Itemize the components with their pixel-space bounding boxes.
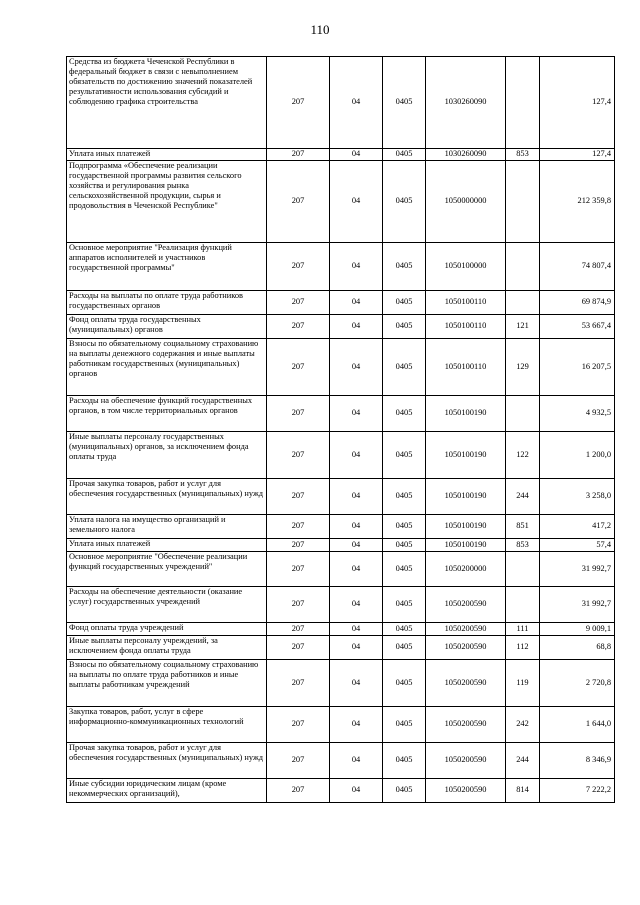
row-name-cell: Закупка товаров, работ, услуг в сфере информационно-коммуникационных технологий (67, 707, 267, 743)
ved-code-cell: 207 (267, 243, 330, 291)
row-name-cell: Уплата налога на имущество организаций и земельного налога (67, 515, 267, 539)
amount-cell: 16 207,5 (540, 339, 615, 396)
target-article-cell: 1050200590 (426, 623, 506, 636)
target-article-cell: 1050200590 (426, 660, 506, 707)
amount-cell: 7 222,2 (540, 779, 615, 803)
ved-code-cell: 207 (267, 396, 330, 432)
expense-type-cell: 242 (506, 707, 540, 743)
section-code-cell: 04 (330, 396, 383, 432)
section-code-cell: 04 (330, 707, 383, 743)
section-code-cell: 04 (330, 161, 383, 243)
table-row (67, 743, 615, 779)
section-code-cell: 04 (330, 243, 383, 291)
section-code-cell: 04 (330, 779, 383, 803)
ved-code-cell: 207 (267, 779, 330, 803)
ved-code-cell: 207 (267, 587, 330, 623)
expense-type-cell: 121 (506, 315, 540, 339)
table-row (67, 707, 615, 743)
amount-cell: 127,4 (540, 149, 615, 161)
row-name-cell: Прочая закупка товаров, работ и услуг для обеспечения государственных (муниципальных) нужд (67, 479, 267, 515)
section-code-cell: 04 (330, 339, 383, 396)
expense-type-cell: 111 (506, 623, 540, 636)
row-name-cell: Основное мероприятие "Обеспечение реализации функций государственных учреждений" (67, 552, 267, 587)
row-name-cell: Основное мероприятие "Реализация функций аппаратов исполнителей и участников государственной программы" (67, 243, 267, 291)
expense-type-cell: 853 (506, 539, 540, 552)
target-article-cell: 1050100110 (426, 315, 506, 339)
amount-cell: 212 359,8 (540, 161, 615, 243)
ved-code-cell: 207 (267, 432, 330, 479)
section-code-cell: 04 (330, 539, 383, 552)
table-row (67, 432, 615, 479)
section-code-cell: 04 (330, 552, 383, 587)
budget-table-body (67, 57, 615, 803)
target-article-cell: 1050100190 (426, 539, 506, 552)
expense-type-cell: 814 (506, 779, 540, 803)
expense-type-cell (506, 243, 540, 291)
target-article-cell: 1050200590 (426, 779, 506, 803)
subsection-code-cell: 0405 (383, 57, 426, 149)
ved-code-cell: 207 (267, 743, 330, 779)
ved-code-cell: 207 (267, 515, 330, 539)
subsection-code-cell: 0405 (383, 315, 426, 339)
row-name-cell: Уплата иных платежей (67, 539, 267, 552)
expense-type-cell: 853 (506, 149, 540, 161)
row-name-cell: Взносы по обязательному социальному страхованию на выплаты денежного содержания и иные выплаты работникам государственных (муниципальных) органов (67, 339, 267, 396)
table-row (67, 396, 615, 432)
subsection-code-cell: 0405 (383, 587, 426, 623)
table-row (67, 479, 615, 515)
amount-cell: 2 720,8 (540, 660, 615, 707)
expense-type-cell: 244 (506, 743, 540, 779)
ved-code-cell: 207 (267, 161, 330, 243)
target-article-cell: 1050100110 (426, 291, 506, 315)
table-row (67, 779, 615, 803)
target-article-cell: 1050100190 (426, 479, 506, 515)
subsection-code-cell: 0405 (383, 479, 426, 515)
row-name-cell: Подпрограмма «Обеспечение реализации государственной программы развития сельского хозяйства и регулирования рынка сельскохозяйственной продукции, сырья и продовольствия в Чеченской Республике" (67, 161, 267, 243)
amount-cell: 31 992,7 (540, 552, 615, 587)
target-article-cell: 1050200590 (426, 743, 506, 779)
table-row (67, 515, 615, 539)
subsection-code-cell: 0405 (383, 339, 426, 396)
amount-cell: 69 874,9 (540, 291, 615, 315)
subsection-code-cell: 0405 (383, 623, 426, 636)
expense-type-cell: 851 (506, 515, 540, 539)
target-article-cell: 1050200590 (426, 636, 506, 660)
target-article-cell: 1050000000 (426, 161, 506, 243)
expense-type-cell: 122 (506, 432, 540, 479)
table-row (67, 291, 615, 315)
table-row (67, 552, 615, 587)
ved-code-cell: 207 (267, 479, 330, 515)
expense-type-cell: 129 (506, 339, 540, 396)
expense-type-cell: 119 (506, 660, 540, 707)
section-code-cell: 04 (330, 636, 383, 660)
ved-code-cell: 207 (267, 339, 330, 396)
amount-cell: 57,4 (540, 539, 615, 552)
target-article-cell: 1030260090 (426, 149, 506, 161)
target-article-cell: 1050100000 (426, 243, 506, 291)
expense-type-cell (506, 587, 540, 623)
table-row (67, 57, 615, 149)
amount-cell: 9 009,1 (540, 623, 615, 636)
row-name-cell: Иные выплаты персоналу государственных (муниципальных) органов, за исключением фонда оплаты труда (67, 432, 267, 479)
expense-type-cell (506, 57, 540, 149)
table-row (67, 587, 615, 623)
target-article-cell: 1050100190 (426, 432, 506, 479)
section-code-cell: 04 (330, 479, 383, 515)
ved-code-cell: 207 (267, 149, 330, 161)
page-number: 110 (310, 22, 330, 37)
target-article-cell: 1050100190 (426, 396, 506, 432)
ved-code-cell: 207 (267, 291, 330, 315)
ved-code-cell: 207 (267, 707, 330, 743)
row-name-cell: Расходы на обеспечение функций государственных органов, в том числе территориальных органов (67, 396, 267, 432)
row-name-cell: Фонд оплаты труда государственных (муниципальных) органов (67, 315, 267, 339)
row-name-cell: Иные выплаты персоналу учреждений, за исключением фонда оплаты труда (67, 636, 267, 660)
subsection-code-cell: 0405 (383, 291, 426, 315)
expense-type-cell (506, 291, 540, 315)
subsection-code-cell: 0405 (383, 636, 426, 660)
section-code-cell: 04 (330, 743, 383, 779)
subsection-code-cell: 0405 (383, 243, 426, 291)
target-article-cell: 1050100190 (426, 515, 506, 539)
ved-code-cell: 207 (267, 636, 330, 660)
target-article-cell: 1050200590 (426, 587, 506, 623)
amount-cell: 4 932,5 (540, 396, 615, 432)
row-name-cell: Прочая закупка товаров, работ и услуг для обеспечения государственных (муниципальных) нужд (67, 743, 267, 779)
subsection-code-cell: 0405 (383, 396, 426, 432)
table-row (67, 243, 615, 291)
table-row (67, 149, 615, 161)
amount-cell: 74 807,4 (540, 243, 615, 291)
expense-type-cell (506, 161, 540, 243)
ved-code-cell: 207 (267, 660, 330, 707)
ved-code-cell: 207 (267, 623, 330, 636)
section-code-cell: 04 (330, 149, 383, 161)
amount-cell: 68,8 (540, 636, 615, 660)
ved-code-cell: 207 (267, 539, 330, 552)
subsection-code-cell: 0405 (383, 660, 426, 707)
amount-cell: 1 644,0 (540, 707, 615, 743)
table-row (67, 623, 615, 636)
expense-type-cell: 244 (506, 479, 540, 515)
subsection-code-cell: 0405 (383, 515, 426, 539)
row-name-cell: Иные субсидии юридическим лицам (кроме некоммерческих организаций), (67, 779, 267, 803)
subsection-code-cell: 0405 (383, 539, 426, 552)
target-article-cell: 1030260090 (426, 57, 506, 149)
table-row (67, 315, 615, 339)
ved-code-cell: 207 (267, 552, 330, 587)
subsection-code-cell: 0405 (383, 552, 426, 587)
subsection-code-cell: 0405 (383, 432, 426, 479)
subsection-code-cell: 0405 (383, 707, 426, 743)
table-row (67, 539, 615, 552)
amount-cell: 3 258,0 (540, 479, 615, 515)
ved-code-cell: 207 (267, 315, 330, 339)
row-name-cell: Расходы на выплаты по оплате труда работников государственных органов (67, 291, 267, 315)
subsection-code-cell: 0405 (383, 779, 426, 803)
row-name-cell: Фонд оплаты труда учреждений (67, 623, 267, 636)
expense-type-cell: 112 (506, 636, 540, 660)
ved-code-cell: 207 (267, 57, 330, 149)
section-code-cell: 04 (330, 587, 383, 623)
section-code-cell: 04 (330, 515, 383, 539)
subsection-code-cell: 0405 (383, 743, 426, 779)
target-article-cell: 1050200590 (426, 707, 506, 743)
amount-cell: 53 667,4 (540, 315, 615, 339)
row-name-cell: Уплата иных платежей (67, 149, 267, 161)
amount-cell: 8 346,9 (540, 743, 615, 779)
target-article-cell: 1050200000 (426, 552, 506, 587)
section-code-cell: 04 (330, 291, 383, 315)
section-code-cell: 04 (330, 623, 383, 636)
budget-table (66, 56, 615, 803)
amount-cell: 127,4 (540, 57, 615, 149)
subsection-code-cell: 0405 (383, 149, 426, 161)
row-name-cell: Средства из бюджета Чеченской Республики в федеральный бюджет в связи с невыполнением обязательств по достижению значений показателей результативности использования субсидий и соблюдению графика строительства (67, 57, 267, 149)
amount-cell: 417,2 (540, 515, 615, 539)
section-code-cell: 04 (330, 660, 383, 707)
section-code-cell: 04 (330, 315, 383, 339)
row-name-cell: Расходы на обеспечение деятельности (оказание услуг) государственных учреждений (67, 587, 267, 623)
table-row (67, 660, 615, 707)
expense-type-cell (506, 396, 540, 432)
table-row (67, 339, 615, 396)
subsection-code-cell: 0405 (383, 161, 426, 243)
table-row (67, 636, 615, 660)
row-name-cell: Взносы по обязательному социальному страхованию на выплаты по оплате труда работников и иные выплаты работникам учреждений (67, 660, 267, 707)
amount-cell: 1 200,0 (540, 432, 615, 479)
target-article-cell: 1050100110 (426, 339, 506, 396)
section-code-cell: 04 (330, 432, 383, 479)
section-code-cell: 04 (330, 57, 383, 149)
amount-cell: 31 992,7 (540, 587, 615, 623)
expense-type-cell (506, 552, 540, 587)
table-row (67, 161, 615, 243)
